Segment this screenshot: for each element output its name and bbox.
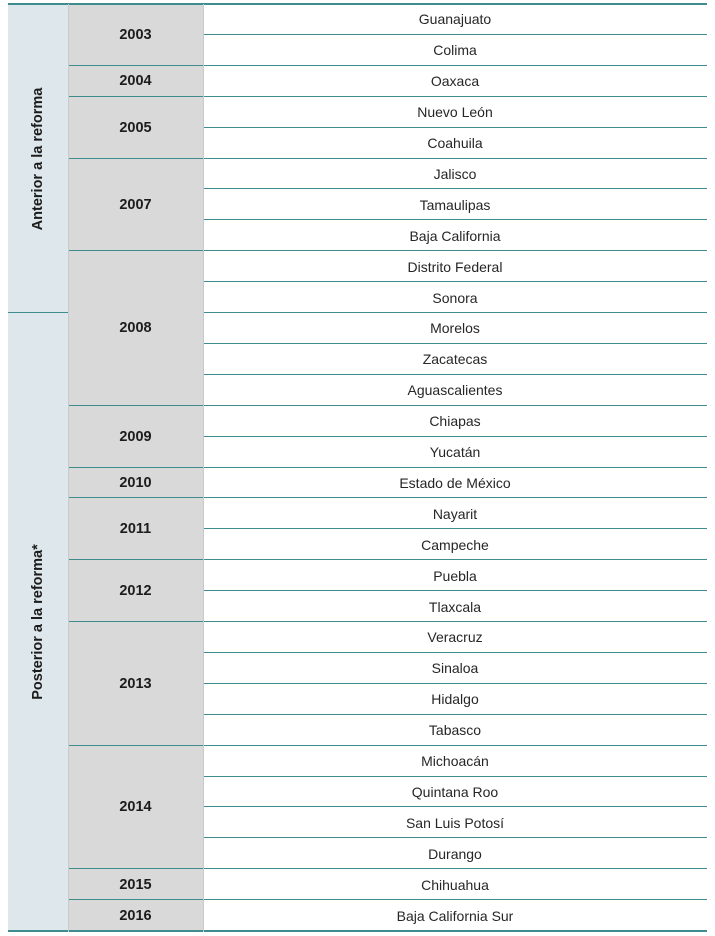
year-cell: 2015 <box>68 869 203 900</box>
state-cell: Nuevo León <box>203 97 707 128</box>
state-cell: Sinaloa <box>203 653 707 684</box>
year-cell: 2009 <box>68 406 203 468</box>
year-cell: 2004 <box>68 66 203 97</box>
period-label: Posterior a la reforma* <box>30 544 46 700</box>
state-cell: Sonora <box>203 282 707 313</box>
state-cell: Aguascalientes <box>203 375 707 406</box>
state-cell: Michoacán <box>203 746 707 777</box>
state-cell: Tlaxcala <box>203 591 707 622</box>
state-cell: Veracruz <box>203 622 707 653</box>
state-cell: Puebla <box>203 560 707 591</box>
state-cell: Baja California <box>203 220 707 251</box>
state-cell: Guanajuato <box>203 4 707 35</box>
state-cell: Baja California Sur <box>203 900 707 931</box>
states-reform-table <box>8 4 707 932</box>
year-cell: 2003 <box>68 4 203 66</box>
period-cell <box>8 313 68 931</box>
state-cell: Oaxaca <box>203 66 707 97</box>
year-cell: 2016 <box>68 900 203 931</box>
year-cell: 2012 <box>68 560 203 622</box>
state-cell: Chiapas <box>203 406 707 437</box>
year-cell: 2010 <box>68 468 203 499</box>
state-cell: Estado de México <box>203 468 707 499</box>
year-cell: 2007 <box>68 159 203 252</box>
state-cell: Jalisco <box>203 159 707 190</box>
state-cell: Yucatán <box>203 437 707 468</box>
row-divider <box>203 930 707 932</box>
state-cell: Zacatecas <box>203 344 707 375</box>
state-cell: Colima <box>203 35 707 66</box>
state-cell: Coahuila <box>203 128 707 159</box>
year-divider <box>68 930 203 932</box>
state-cell: Distrito Federal <box>203 251 707 282</box>
state-cell: Durango <box>203 838 707 869</box>
period-divider <box>8 930 68 932</box>
state-cell: Campeche <box>203 529 707 560</box>
period-label: Anterior a la reforma <box>30 87 46 230</box>
state-cell: Morelos <box>203 313 707 344</box>
period-cell <box>8 4 68 313</box>
year-cell: 2014 <box>68 746 203 870</box>
year-cell: 2013 <box>68 622 203 746</box>
state-cell: Quintana Roo <box>203 777 707 808</box>
state-cell: San Luis Potosí <box>203 807 707 838</box>
top-rule <box>8 3 707 5</box>
column-separator <box>203 4 204 932</box>
year-cell: 2008 <box>68 251 203 406</box>
state-cell: Hidalgo <box>203 684 707 715</box>
state-cell: Tabasco <box>203 715 707 746</box>
column-separator <box>68 4 69 932</box>
year-cell: 2011 <box>68 498 203 560</box>
state-cell: Nayarit <box>203 498 707 529</box>
state-cell: Chihuahua <box>203 869 707 900</box>
state-cell: Tamaulipas <box>203 189 707 220</box>
year-cell: 2005 <box>68 97 203 159</box>
